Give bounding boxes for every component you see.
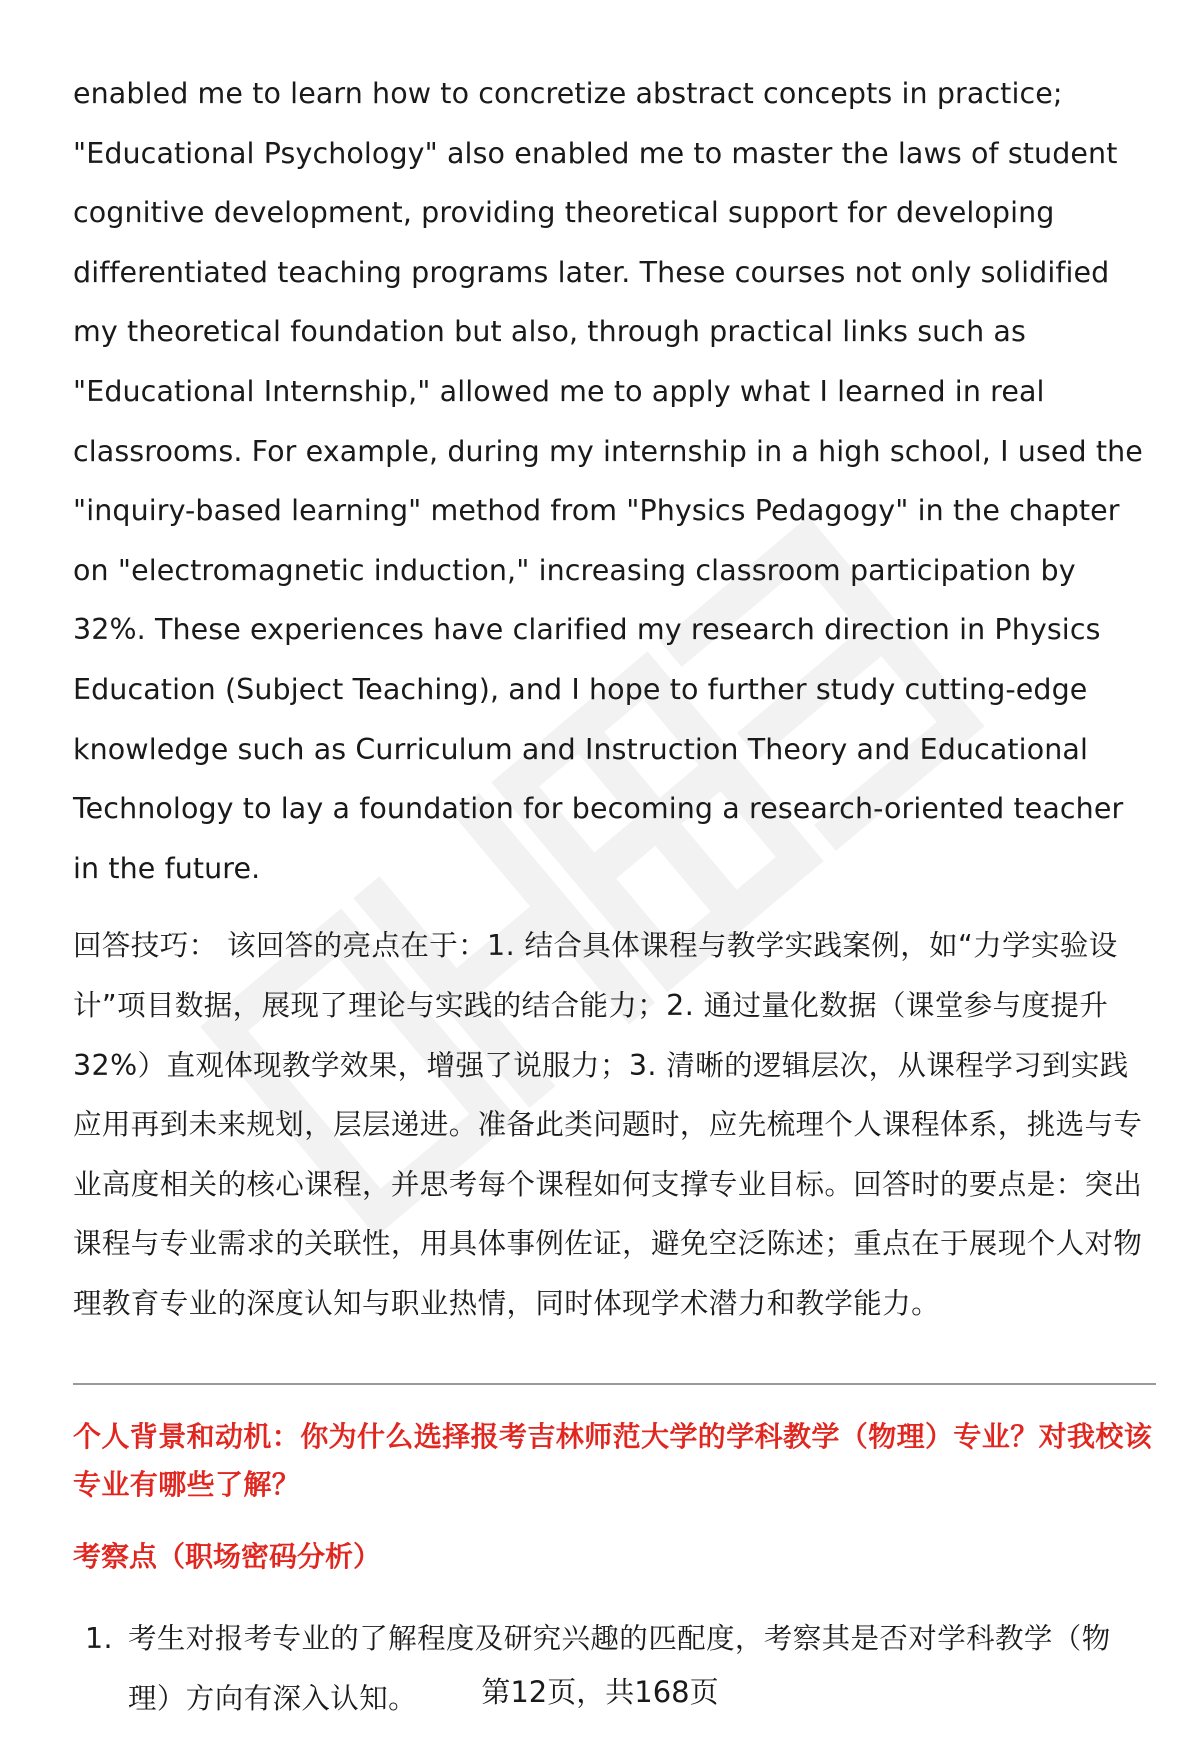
list-item-number: 1. [85,1622,113,1656]
exam-point-subheading: 考察点（职场密码分析） [73,1540,382,1574]
page-content [73,64,1153,1729]
section-divider [73,1383,1156,1385]
page-number-footer: 第12页，共168页 [481,1675,719,1709]
list-item-text: 考生对报考专业的了解程度及研究兴趣的匹配度，考察其是否对学科教学（物理）方向有深入认知。 [128,1622,1111,1716]
body-paragraph: enabled me to learn how to concretize abstract concepts in practice; "Educational Psychology" also enabled me to master the laws of student cognitive development, providing theoretical support for developing differentiated teaching programs later. These courses not only solidified my theoretical foundation but also, through practical links such as "Educational Internship," allowed me to apply what I learned in real classrooms. For example, during my internship in a high school, I used the "inquiry-based learning" method from "Physics Pedagogy" in the chapter on "electromagnetic induction," increasing classroom participation by 32%. These experiences have clarified my research direction in Physics Education (Subject Teaching), and I hope to further study cutting-edge knowledge such as Curriculum and Instruction Theory and Educational Technology to lay a foundation for becoming a research-oriented teacher in the future. [73,77,1143,885]
answer-tips-paragraph: 回答技巧： 该回答的亮点在于：1. 结合具体课程与教学实践案例，如“力学实验设计”项目数据，展现了理论与实践的结合能力；2. 通过量化数据（课堂参与度提升32%）直观体现教学效果，增强了说服力；3. 清晰的逻辑层次，从课程学习到实践应用再到未来规划，层层递进。准备此类问题时，应先梳理个人课程体系，挑选与专业高度相关的核心课程，并思考每个课程如何支撑专业目标。回答时的要点是：突出课程与专业需求的关联性，用具体事例佐证，避免空泛陈述；重点在于展现个人对物理教育专业的深度认知与职业热情，同时体现学术潜力和教学能力。 [73,929,1143,1320]
question-heading: 个人背景和动机：你为什么选择报考吉林师范大学的学科教学（物理）专业？对我校该专业有哪些了解？ [73,1420,1153,1502]
